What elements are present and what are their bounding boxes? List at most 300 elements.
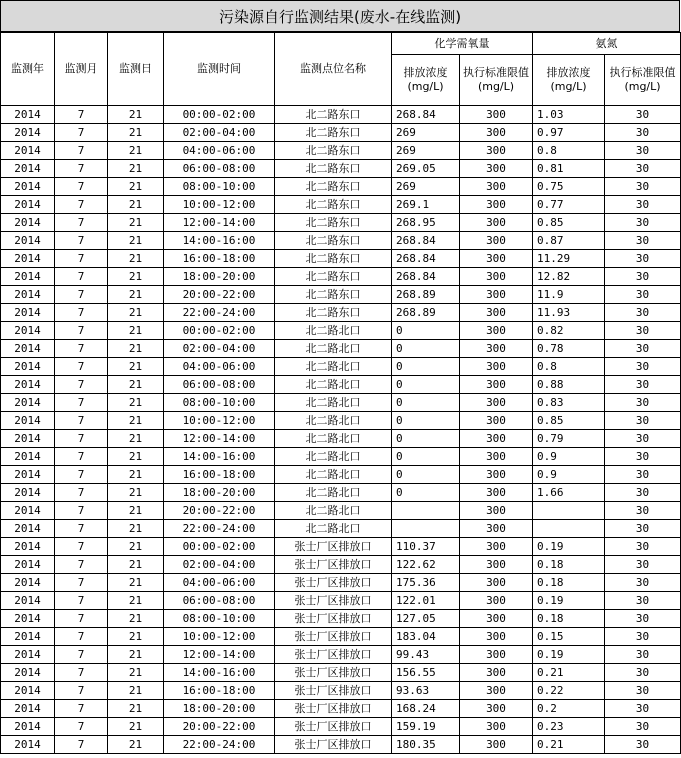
cell-time: 22:00-24:00 — [164, 304, 275, 322]
table-row — [1, 628, 681, 646]
cell-cod-conc: 268.84 — [392, 250, 460, 268]
cell-site: 张士厂区排放口 — [275, 646, 392, 664]
cell-day: 21 — [108, 412, 164, 430]
table-row — [1, 196, 681, 214]
table-row — [1, 394, 681, 412]
cell-nh3-limit: 30 — [605, 160, 681, 178]
cell-cod-limit: 300 — [460, 250, 533, 268]
cell-time: 12:00-14:00 — [164, 214, 275, 232]
cell-year: 2014 — [1, 394, 55, 412]
table-row — [1, 286, 681, 304]
cell-nh3-conc: 11.29 — [533, 250, 605, 268]
cell-year: 2014 — [1, 466, 55, 484]
cell-cod-conc: 0 — [392, 448, 460, 466]
table-row — [1, 466, 681, 484]
cell-nh3-conc: 11.9 — [533, 286, 605, 304]
cell-cod-conc: 269.05 — [392, 160, 460, 178]
cell-nh3-conc: 0.85 — [533, 412, 605, 430]
table-row — [1, 214, 681, 232]
header-month: 监测月 — [55, 33, 108, 106]
cell-month: 7 — [55, 430, 108, 448]
cell-site: 张士厂区排放口 — [275, 682, 392, 700]
cell-year: 2014 — [1, 718, 55, 736]
cell-year: 2014 — [1, 196, 55, 214]
cell-nh3-limit: 30 — [605, 304, 681, 322]
cell-nh3-conc: 0.87 — [533, 232, 605, 250]
cell-cod-limit: 300 — [460, 304, 533, 322]
cell-nh3-conc: 0.82 — [533, 322, 605, 340]
cell-nh3-limit: 30 — [605, 466, 681, 484]
cell-time: 18:00-20:00 — [164, 268, 275, 286]
cell-site: 张士厂区排放口 — [275, 592, 392, 610]
table-header — [1, 33, 681, 106]
table-row — [1, 574, 681, 592]
cell-day: 21 — [108, 610, 164, 628]
cell-nh3-limit: 30 — [605, 574, 681, 592]
cell-time: 00:00-02:00 — [164, 538, 275, 556]
cell-day: 21 — [108, 574, 164, 592]
header-year: 监测年 — [1, 33, 55, 106]
cell-nh3-limit: 30 — [605, 196, 681, 214]
cell-cod-limit: 300 — [460, 142, 533, 160]
cell-month: 7 — [55, 628, 108, 646]
cell-cod-limit: 300 — [460, 376, 533, 394]
cell-nh3-conc: 1.66 — [533, 484, 605, 502]
cell-year: 2014 — [1, 376, 55, 394]
cell-nh3-limit: 30 — [605, 664, 681, 682]
cell-month: 7 — [55, 574, 108, 592]
cell-nh3-conc — [533, 502, 605, 520]
table-row — [1, 538, 681, 556]
cell-cod-conc: 0 — [392, 430, 460, 448]
table-row — [1, 160, 681, 178]
cell-year: 2014 — [1, 142, 55, 160]
cell-day: 21 — [108, 736, 164, 754]
cell-nh3-limit: 30 — [605, 736, 681, 754]
cell-nh3-limit: 30 — [605, 124, 681, 142]
cell-month: 7 — [55, 682, 108, 700]
cell-time: 12:00-14:00 — [164, 430, 275, 448]
cell-cod-conc: 0 — [392, 394, 460, 412]
cell-nh3-conc: 0.78 — [533, 340, 605, 358]
cell-cod-limit: 300 — [460, 646, 533, 664]
cell-time: 20:00-22:00 — [164, 286, 275, 304]
cell-cod-conc: 127.05 — [392, 610, 460, 628]
cell-site: 北二路北口 — [275, 484, 392, 502]
cell-month: 7 — [55, 448, 108, 466]
cell-day: 21 — [108, 376, 164, 394]
cell-year: 2014 — [1, 232, 55, 250]
cell-nh3-limit: 30 — [605, 178, 681, 196]
cell-day: 21 — [108, 304, 164, 322]
cell-cod-limit: 300 — [460, 160, 533, 178]
cell-nh3-limit: 30 — [605, 520, 681, 538]
table-row — [1, 124, 681, 142]
cell-cod-conc: 122.62 — [392, 556, 460, 574]
cell-month: 7 — [55, 250, 108, 268]
cell-nh3-conc: 0.8 — [533, 142, 605, 160]
cell-year: 2014 — [1, 322, 55, 340]
cell-month: 7 — [55, 592, 108, 610]
cell-month: 7 — [55, 160, 108, 178]
cell-cod-conc: 268.89 — [392, 286, 460, 304]
cell-site: 北二路北口 — [275, 430, 392, 448]
cell-site: 北二路东口 — [275, 214, 392, 232]
table-row — [1, 700, 681, 718]
cell-year: 2014 — [1, 628, 55, 646]
cell-time: 16:00-18:00 — [164, 466, 275, 484]
cell-month: 7 — [55, 646, 108, 664]
cell-site: 北二路北口 — [275, 340, 392, 358]
table-row — [1, 664, 681, 682]
cell-site: 北二路东口 — [275, 250, 392, 268]
cell-site: 北二路东口 — [275, 286, 392, 304]
table-row — [1, 376, 681, 394]
table-body — [1, 106, 681, 754]
header-nh3-group: 氨氮 — [533, 33, 681, 55]
cell-cod-limit: 300 — [460, 232, 533, 250]
cell-nh3-limit: 30 — [605, 214, 681, 232]
cell-nh3-limit: 30 — [605, 430, 681, 448]
cell-nh3-limit: 30 — [605, 556, 681, 574]
table-row — [1, 736, 681, 754]
cell-cod-limit: 300 — [460, 178, 533, 196]
cell-nh3-limit: 30 — [605, 358, 681, 376]
cell-cod-limit: 300 — [460, 124, 533, 142]
cell-month: 7 — [55, 376, 108, 394]
cell-site: 北二路北口 — [275, 358, 392, 376]
cell-cod-limit: 300 — [460, 466, 533, 484]
cell-site: 张士厂区排放口 — [275, 700, 392, 718]
cell-month: 7 — [55, 736, 108, 754]
cell-nh3-conc: 0.18 — [533, 610, 605, 628]
cell-day: 21 — [108, 196, 164, 214]
cell-cod-conc: 268.84 — [392, 106, 460, 124]
cell-year: 2014 — [1, 610, 55, 628]
cell-day: 21 — [108, 646, 164, 664]
cell-time: 20:00-22:00 — [164, 718, 275, 736]
header-day: 监测日 — [108, 33, 164, 106]
cell-nh3-limit: 30 — [605, 700, 681, 718]
cell-time: 02:00-04:00 — [164, 124, 275, 142]
cell-nh3-limit: 30 — [605, 340, 681, 358]
cell-nh3-conc: 11.93 — [533, 304, 605, 322]
cell-cod-limit: 300 — [460, 106, 533, 124]
cell-day: 21 — [108, 286, 164, 304]
cell-cod-conc — [392, 502, 460, 520]
cell-year: 2014 — [1, 160, 55, 178]
cell-time: 08:00-10:00 — [164, 394, 275, 412]
cell-year: 2014 — [1, 520, 55, 538]
cell-cod-limit: 300 — [460, 286, 533, 304]
cell-day: 21 — [108, 538, 164, 556]
cell-time: 02:00-04:00 — [164, 556, 275, 574]
cell-nh3-limit: 30 — [605, 682, 681, 700]
cell-cod-limit: 300 — [460, 340, 533, 358]
cell-nh3-conc: 0.22 — [533, 682, 605, 700]
cell-time: 14:00-16:00 — [164, 664, 275, 682]
table-row — [1, 232, 681, 250]
cell-cod-limit: 300 — [460, 736, 533, 754]
cell-month: 7 — [55, 232, 108, 250]
table-row — [1, 268, 681, 286]
cell-day: 21 — [108, 178, 164, 196]
cell-site: 张士厂区排放口 — [275, 610, 392, 628]
cell-cod-limit: 300 — [460, 484, 533, 502]
cell-year: 2014 — [1, 250, 55, 268]
cell-cod-limit: 300 — [460, 412, 533, 430]
cell-year: 2014 — [1, 682, 55, 700]
cell-day: 21 — [108, 520, 164, 538]
table-row — [1, 520, 681, 538]
cell-year: 2014 — [1, 574, 55, 592]
cell-time: 10:00-12:00 — [164, 196, 275, 214]
header-time: 监测时间 — [164, 33, 275, 106]
table-row — [1, 682, 681, 700]
cell-site: 张士厂区排放口 — [275, 718, 392, 736]
cell-nh3-conc: 0.79 — [533, 430, 605, 448]
cell-site: 张士厂区排放口 — [275, 664, 392, 682]
cell-time: 14:00-16:00 — [164, 232, 275, 250]
cell-day: 21 — [108, 664, 164, 682]
cell-nh3-limit: 30 — [605, 142, 681, 160]
table-row — [1, 358, 681, 376]
cell-time: 22:00-24:00 — [164, 736, 275, 754]
cell-month: 7 — [55, 178, 108, 196]
cell-time: 16:00-18:00 — [164, 250, 275, 268]
cell-cod-limit: 300 — [460, 394, 533, 412]
cell-month: 7 — [55, 412, 108, 430]
cell-time: 04:00-06:00 — [164, 574, 275, 592]
cell-site: 北二路东口 — [275, 106, 392, 124]
cell-year: 2014 — [1, 124, 55, 142]
cell-cod-conc: 93.63 — [392, 682, 460, 700]
cell-day: 21 — [108, 250, 164, 268]
cell-nh3-conc: 0.21 — [533, 736, 605, 754]
cell-nh3-conc: 0.15 — [533, 628, 605, 646]
cell-nh3-limit: 30 — [605, 502, 681, 520]
cell-day: 21 — [108, 430, 164, 448]
cell-cod-limit: 300 — [460, 610, 533, 628]
cell-nh3-limit: 30 — [605, 250, 681, 268]
cell-day: 21 — [108, 232, 164, 250]
cell-site: 北二路北口 — [275, 322, 392, 340]
cell-nh3-conc: 0.23 — [533, 718, 605, 736]
table-row — [1, 646, 681, 664]
cell-nh3-limit: 30 — [605, 322, 681, 340]
cell-year: 2014 — [1, 736, 55, 754]
cell-cod-conc: 159.19 — [392, 718, 460, 736]
cell-month: 7 — [55, 610, 108, 628]
cell-nh3-conc: 0.77 — [533, 196, 605, 214]
cell-nh3-conc: 0.8 — [533, 358, 605, 376]
cell-day: 21 — [108, 448, 164, 466]
cell-nh3-conc: 0.19 — [533, 538, 605, 556]
cell-cod-conc: 99.43 — [392, 646, 460, 664]
cell-time: 00:00-02:00 — [164, 106, 275, 124]
cell-site: 北二路东口 — [275, 268, 392, 286]
cell-site: 北二路北口 — [275, 466, 392, 484]
cell-cod-conc: 0 — [392, 322, 460, 340]
cell-cod-limit: 300 — [460, 214, 533, 232]
cell-time: 18:00-20:00 — [164, 700, 275, 718]
cell-cod-conc: 0 — [392, 484, 460, 502]
cell-year: 2014 — [1, 502, 55, 520]
cell-day: 21 — [108, 340, 164, 358]
cell-year: 2014 — [1, 286, 55, 304]
cell-month: 7 — [55, 556, 108, 574]
cell-year: 2014 — [1, 178, 55, 196]
header-cod-limit: 执行标准限值(mg/L) — [460, 55, 533, 106]
cell-nh3-limit: 30 — [605, 268, 681, 286]
table-row — [1, 322, 681, 340]
header-site: 监测点位名称 — [275, 33, 392, 106]
cell-day: 21 — [108, 700, 164, 718]
cell-year: 2014 — [1, 304, 55, 322]
cell-month: 7 — [55, 394, 108, 412]
cell-cod-conc: 268.84 — [392, 268, 460, 286]
cell-nh3-conc: 0.19 — [533, 592, 605, 610]
cell-site: 北二路北口 — [275, 376, 392, 394]
cell-year: 2014 — [1, 556, 55, 574]
cell-year: 2014 — [1, 664, 55, 682]
cell-day: 21 — [108, 268, 164, 286]
cell-month: 7 — [55, 196, 108, 214]
cell-cod-conc: 0 — [392, 466, 460, 484]
cell-month: 7 — [55, 484, 108, 502]
cell-cod-conc: 175.36 — [392, 574, 460, 592]
table-row — [1, 178, 681, 196]
cell-year: 2014 — [1, 430, 55, 448]
cell-cod-limit: 300 — [460, 520, 533, 538]
table-row — [1, 412, 681, 430]
cell-cod-limit: 300 — [460, 556, 533, 574]
cell-day: 21 — [108, 592, 164, 610]
cell-nh3-conc: 0.85 — [533, 214, 605, 232]
cell-day: 21 — [108, 214, 164, 232]
cell-cod-limit: 300 — [460, 448, 533, 466]
cell-cod-conc: 180.35 — [392, 736, 460, 754]
table-row — [1, 340, 681, 358]
cell-nh3-conc: 0.18 — [533, 574, 605, 592]
cell-cod-conc — [392, 520, 460, 538]
cell-nh3-limit: 30 — [605, 646, 681, 664]
table-row — [1, 448, 681, 466]
cell-month: 7 — [55, 214, 108, 232]
cell-nh3-limit: 30 — [605, 628, 681, 646]
cell-nh3-conc: 0.83 — [533, 394, 605, 412]
cell-year: 2014 — [1, 412, 55, 430]
cell-year: 2014 — [1, 700, 55, 718]
cell-month: 7 — [55, 304, 108, 322]
cell-site: 张士厂区排放口 — [275, 538, 392, 556]
cell-day: 21 — [108, 124, 164, 142]
cell-year: 2014 — [1, 214, 55, 232]
cell-year: 2014 — [1, 340, 55, 358]
cell-nh3-limit: 30 — [605, 232, 681, 250]
cell-cod-limit: 300 — [460, 574, 533, 592]
cell-cod-conc: 183.04 — [392, 628, 460, 646]
cell-day: 21 — [108, 466, 164, 484]
cell-site: 北二路北口 — [275, 394, 392, 412]
cell-site: 北二路东口 — [275, 232, 392, 250]
cell-nh3-limit: 30 — [605, 394, 681, 412]
cell-cod-limit: 300 — [460, 322, 533, 340]
cell-year: 2014 — [1, 538, 55, 556]
table-row — [1, 592, 681, 610]
cell-cod-limit: 300 — [460, 682, 533, 700]
cell-time: 06:00-08:00 — [164, 160, 275, 178]
table-row — [1, 718, 681, 736]
cell-site: 北二路东口 — [275, 124, 392, 142]
header-cod-group: 化学需氧量 — [392, 33, 533, 55]
cell-day: 21 — [108, 394, 164, 412]
cell-month: 7 — [55, 142, 108, 160]
cell-day: 21 — [108, 160, 164, 178]
table-row — [1, 250, 681, 268]
cell-site: 北二路东口 — [275, 160, 392, 178]
cell-site: 张士厂区排放口 — [275, 574, 392, 592]
cell-month: 7 — [55, 520, 108, 538]
cell-time: 10:00-12:00 — [164, 628, 275, 646]
cell-month: 7 — [55, 106, 108, 124]
cell-time: 04:00-06:00 — [164, 142, 275, 160]
cell-time: 04:00-06:00 — [164, 358, 275, 376]
cell-nh3-conc: 0.19 — [533, 646, 605, 664]
cell-cod-conc: 0 — [392, 340, 460, 358]
cell-nh3-conc: 1.03 — [533, 106, 605, 124]
cell-nh3-conc — [533, 520, 605, 538]
cell-time: 14:00-16:00 — [164, 448, 275, 466]
cell-cod-conc: 268.89 — [392, 304, 460, 322]
page-title: 污染源自行监测结果(废水-在线监测) — [0, 0, 680, 32]
cell-cod-conc: 156.55 — [392, 664, 460, 682]
cell-nh3-limit: 30 — [605, 412, 681, 430]
cell-month: 7 — [55, 700, 108, 718]
cell-nh3-conc: 0.21 — [533, 664, 605, 682]
table-row — [1, 502, 681, 520]
header-nh3-limit: 执行标准限值(mg/L) — [605, 55, 681, 106]
cell-cod-conc: 0 — [392, 358, 460, 376]
cell-month: 7 — [55, 340, 108, 358]
cell-month: 7 — [55, 538, 108, 556]
cell-time: 08:00-10:00 — [164, 610, 275, 628]
cell-nh3-limit: 30 — [605, 592, 681, 610]
cell-nh3-conc: 12.82 — [533, 268, 605, 286]
cell-cod-limit: 300 — [460, 196, 533, 214]
cell-time: 00:00-02:00 — [164, 322, 275, 340]
cell-day: 21 — [108, 358, 164, 376]
cell-time: 18:00-20:00 — [164, 484, 275, 502]
table-row — [1, 142, 681, 160]
cell-cod-limit: 300 — [460, 358, 533, 376]
cell-cod-conc: 269 — [392, 142, 460, 160]
cell-site: 北二路北口 — [275, 520, 392, 538]
cell-nh3-conc: 0.88 — [533, 376, 605, 394]
cell-nh3-limit: 30 — [605, 538, 681, 556]
cell-month: 7 — [55, 286, 108, 304]
cell-cod-limit: 300 — [460, 268, 533, 286]
cell-site: 北二路东口 — [275, 142, 392, 160]
cell-cod-conc: 268.95 — [392, 214, 460, 232]
cell-site: 北二路东口 — [275, 178, 392, 196]
cell-cod-limit: 300 — [460, 592, 533, 610]
cell-day: 21 — [108, 628, 164, 646]
cell-cod-limit: 300 — [460, 664, 533, 682]
cell-nh3-limit: 30 — [605, 610, 681, 628]
table-row — [1, 304, 681, 322]
cell-nh3-limit: 30 — [605, 286, 681, 304]
